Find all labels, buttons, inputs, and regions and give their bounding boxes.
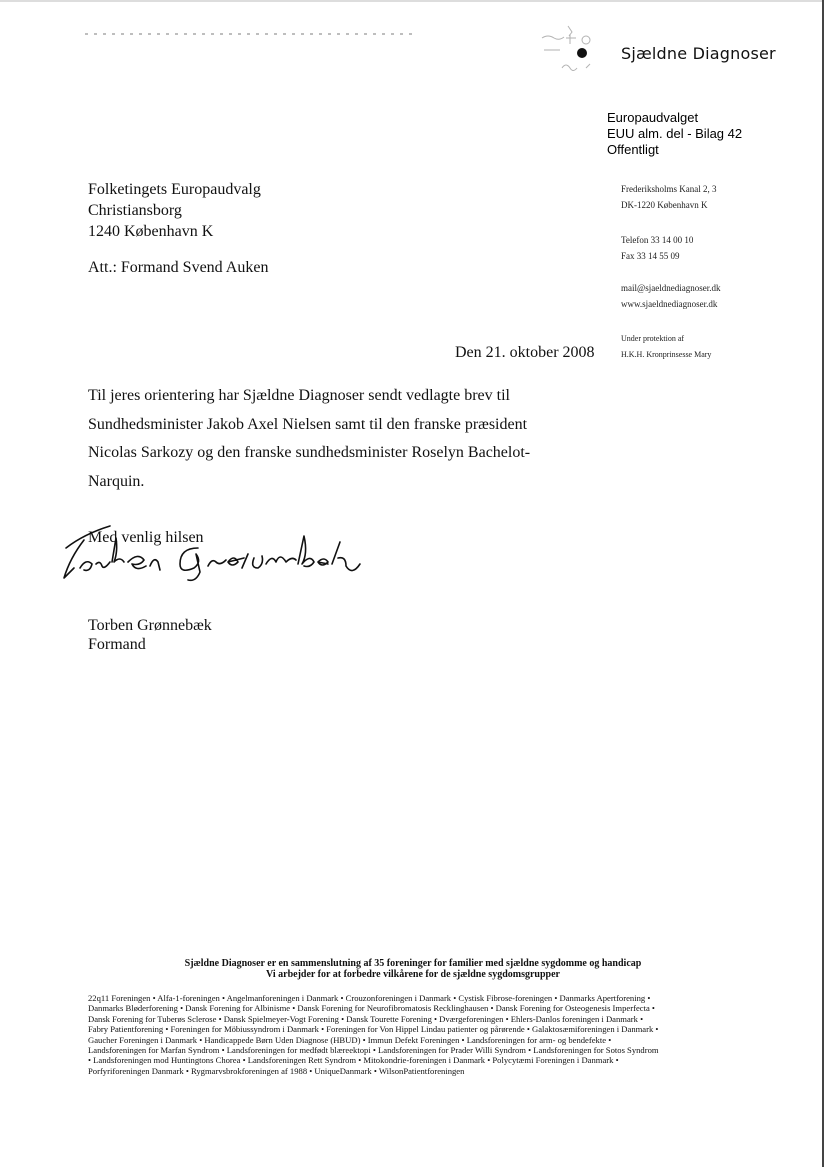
- footer-list-line: Landsforeningen for Marfan Syndrom • Landsforeningen for medfødt blæreektopi • Landsforeningen for Prader Willi Syndrom • Landsforeningen for Sotos Syndrom: [88, 1045, 659, 1056]
- sender-street: Frederiksholms Kanal 2, 3: [621, 184, 717, 194]
- recipient-line-1: Folketingets Europaudvalg: [88, 181, 261, 198]
- logo-dot-icon: [577, 48, 587, 58]
- body-line-1: Til jeres orientering har Sjældne Diagnoser sendt vedlagte brev til: [88, 387, 510, 404]
- handwritten-signature: [58, 518, 368, 590]
- sender-phone: Telefon 33 14 00 10: [621, 235, 694, 245]
- footer-list-line: 22q11 Foreningen • Alfa-1-foreningen • Angelmanforeningen i Danmark • Crouzonforeningen i Danmark • Cystisk Fibrose-foreningen • Danmarks Apertforening •: [88, 993, 651, 1003]
- signatory-name: Torben Grønnebæk: [88, 617, 212, 634]
- recipient-line-3: 1240 København K: [88, 223, 214, 240]
- stamp-reference: EUU alm. del - Bilag 42: [607, 126, 743, 141]
- footer-headline-2: Vi arbejder for at forbedre vilkårene for de sjældne sygdomsgrupper: [266, 969, 560, 980]
- letter-date: Den 21. oktober 2008: [455, 344, 595, 361]
- patron-name: H.K.H. Kronprinsesse Mary: [621, 350, 712, 359]
- document-stamp: [607, 110, 742, 158]
- scan-edge-top: [0, 0, 824, 2]
- body-line-2: Sundhedsminister Jakob Axel Nielsen samt til den franske præsident: [88, 415, 528, 433]
- recipient-address: [88, 179, 261, 242]
- closing: Med venlig hilsen: [88, 529, 204, 546]
- sender-website: www.sjaeldnediagnoser.dk: [621, 299, 718, 309]
- signatory-title: Formand: [88, 636, 146, 653]
- member-associations-list: [88, 993, 738, 1076]
- logo-mark: [536, 20, 606, 80]
- recipient-line-2: Christiansborg: [88, 202, 182, 219]
- logo-text: Sjældne Diagnoser: [621, 44, 776, 63]
- letter-body: [88, 382, 530, 496]
- footer-list-line: Danmarks Bløderforening • Dansk Forening for Albinisme • Dansk Forening for Neurofibromatosis Recklinghausen • Dansk Forening for Osteogenesis Imperfecta •: [88, 1003, 655, 1014]
- sender-fax: Fax 33 14 55 09: [621, 251, 680, 261]
- footer-headline-1: Sjældne Diagnoser er en sammenslutning af 35 foreninger for familier med sjældne sygdomme og handicap: [184, 958, 642, 969]
- body-line-4: Narquin.: [88, 472, 145, 490]
- scan-noise: [85, 33, 415, 35]
- footer-headline: [88, 958, 738, 980]
- stamp-committee: Europaudvalget: [607, 110, 699, 125]
- stamp-status: Offentligt: [607, 142, 659, 157]
- footer-list-line: Dansk Forening for Tuberøs Sclerose • Dansk Spielmeyer-Vogt Forening • Dansk Tourette Forening • Dværgeforeningen • Ehlers-Danlos foreningen i Danmark •: [88, 1013, 644, 1024]
- footer-list-line: Fabry Patientforening • Foreningen for Möbiussyndrom i Danmark • Foreningen for Von Hippel Lindau patienter og pårørende • Galaktosæmiforeningen i Danmark •: [88, 1024, 659, 1035]
- recipient-attention: Att.: Formand Svend Auken: [88, 259, 269, 276]
- footer-list-line: Porfyriforeningen Danmark • Rygmarvsbrokforeningen af 1988 • UniqueDanmark • WilsonPatientforeningen: [88, 1065, 465, 1076]
- sender-email: mail@sjaeldnediagnoser.dk: [621, 283, 721, 293]
- sender-postal: DK-1220 København K: [621, 200, 708, 210]
- footer-list-line: Gaucher Foreningen i Danmark • Handicappede Børn Uden Diagnose (HBUD) • Immun Defekt Foreningen • Landsforeningen for arm- og bendefekte •: [88, 1034, 612, 1045]
- patron-label: Under protektion af: [621, 334, 685, 343]
- body-line-3: Nicolas Sarkozy og den franske sundhedsminister Roselyn Bachelot-: [88, 444, 531, 461]
- footer-list-line: • Landsforeningen mod Huntingtons Chorea • Landsforeningen Rett Syndrom • Mitokondrie-foreningen i Danmark • Polycytæmi Foreningen i Danmark •: [88, 1055, 619, 1066]
